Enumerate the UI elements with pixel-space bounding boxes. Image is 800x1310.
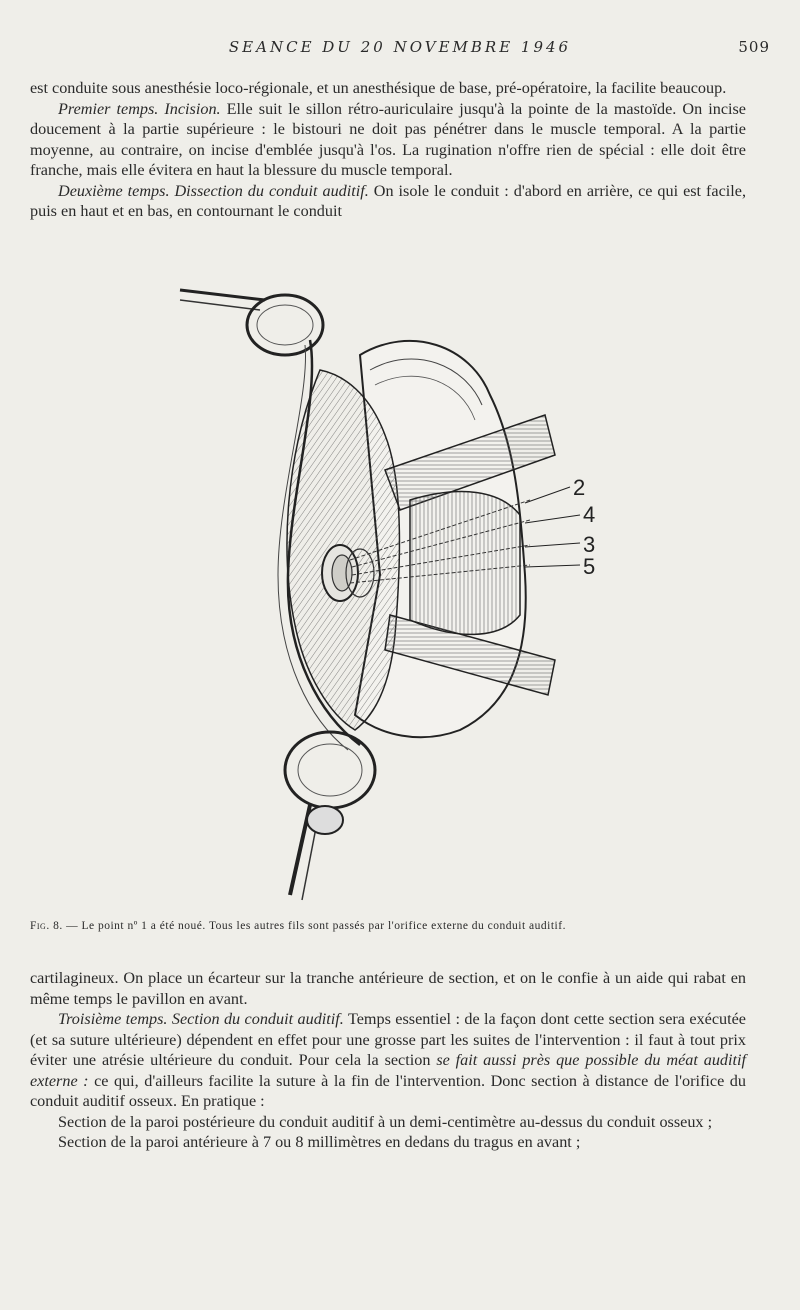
paragraph: Section de la paroi postérieure du conduit auditif à un demi-centimètre au-dessus du conduit osseux ; [58, 1112, 713, 1131]
caption-text: — Le point nº 1 a été noué. Tous les autres fils sont passés par l'orifice externe du conduit auditif. [62, 920, 566, 932]
surgical-illustration [170, 275, 630, 905]
text-block-top [30, 78, 746, 222]
running-header [30, 38, 770, 60]
figure-label: 3 [583, 532, 596, 557]
paragraph-body: Temps essentiel : de la façon dont cette section sera exécutée (et sa suture ultérieure) dépendent en effet pour une grosse part les suites de l'intervention : il faut à tout prix éviter une atrésie ultérieure du conduit. Pour cela la section [30, 1010, 746, 1069]
running-title: SEANCE DU 20 NOVEMBRE 1946 [228, 38, 572, 56]
paragraph-body: ce qui, d'ailleurs facilite la suture à la fin de l'intervention. Donc section à distance de l'orifice du conduit auditif osseux. En pratique : [30, 1071, 746, 1110]
section-heading: Troisième temps. Section du conduit auditif. [58, 1010, 344, 1028]
paragraph [30, 181, 746, 222]
paragraph-body: On isole le conduit : d'abord en arrière, ce qui est facile, puis en haut et en bas, en contournant le conduit [30, 181, 747, 220]
emphasis: se fait aussi près que possible du méat auditif externe : [30, 1051, 746, 1090]
paragraph [30, 99, 746, 181]
figure-caption [30, 920, 760, 932]
figure-number: Fig. 8. [30, 920, 63, 932]
text-block-bottom [30, 968, 746, 1153]
paragraph: cartilagineux. On place un écarteur sur la tranche antérieure de section, et on le confie à un aide qui rabat en même temps le pavillon en avant. [30, 969, 746, 1008]
illustration-drawing [170, 275, 630, 905]
figure-label: 4 [583, 502, 596, 527]
paragraph [30, 1009, 746, 1112]
section-heading: Premier temps. Incision. [58, 99, 221, 118]
paragraph-body: Elle suit le sillon rétro-auriculaire jusqu'à la pointe de la mastoïde. On incise doucement à la partie supérieure : le bistouri ne doit pas pénétrer dans le muscle temporal. A la partie moyenne, au contraire, on incise d'emblée jusqu'à l'os. La rugination n'offre rien de spécial : elle doit être franche, mais elle évitera en haut la blessure du muscle temporal. [30, 99, 746, 179]
paragraph: est conduite sous anesthésie loco-régionale, et un anesthésique de base, pré-opératoire, la facilite beaucoup. [30, 79, 727, 97]
paragraph: Section de la paroi antérieure à 7 ou 8 millimètres en dedans du tragus en avant ; [58, 1133, 581, 1151]
figure-label: 2 [573, 475, 586, 500]
page-number: 509 [738, 38, 770, 56]
section-heading: Deuxième temps. Dissection du conduit auditif. [58, 181, 369, 200]
figure-label: 5 [583, 554, 596, 579]
